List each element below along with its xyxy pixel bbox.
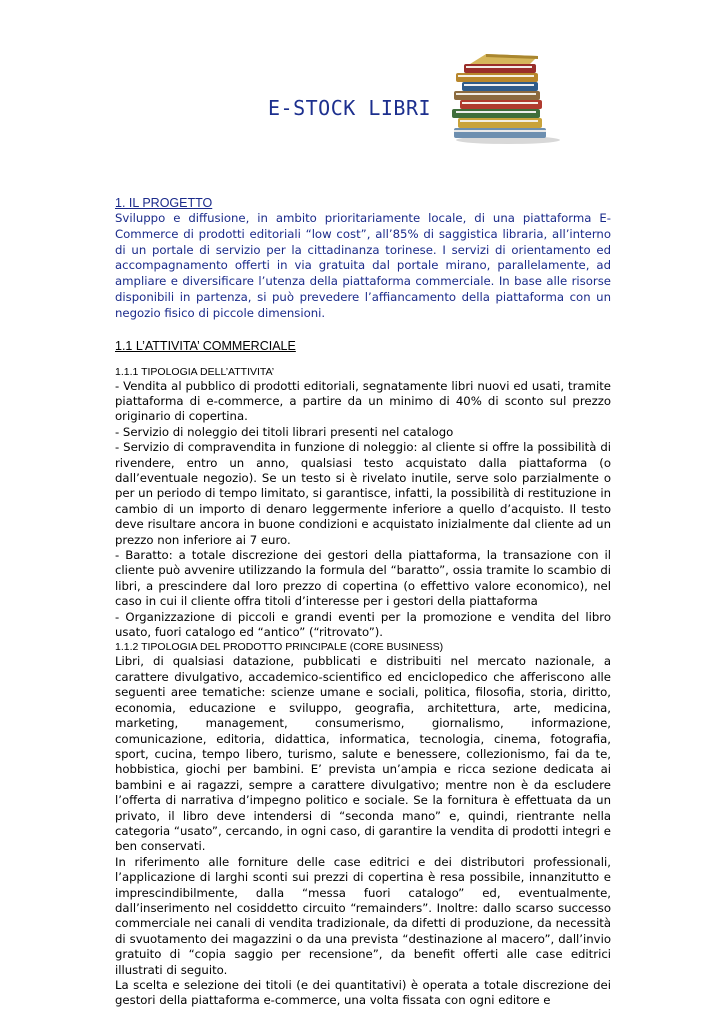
section-heading-progetto: 1. IL PROGETTO bbox=[115, 196, 213, 210]
bullet-baratto: - Baratto: a totale discrezione dei gestori della piattaforma, la transazione con il cliente può avvenire utilizzando la formula del “baratto”, ossia tramite lo scambio di libri, a prescindere dal loro prezzo di copertina (o effettivo valore economico), nel caso in cui il cliente offra titoli d’interesse per i gestori della piattaforma bbox=[115, 548, 611, 609]
bullet-eventi: - Organizzazione di piccoli e grandi eventi per la promozione e vendita del libro usato, fuori catalogo ed “antico” (“ritrovato”). bbox=[115, 609, 611, 640]
logo-title: E-STOCK LIBRI bbox=[268, 96, 432, 120]
paragraph-prodotto-3: La scelta e selezione dei titoli (e dei quantitativi) è operata a totale discrezione dei gestori della piattaforma e-commerce, una volta fissata con ogni editore e bbox=[115, 978, 611, 1008]
subheading-tipologia-attivita: 1.1.1 TIPOLOGIA DELL’ATTIVITA’ bbox=[115, 365, 275, 378]
document-body bbox=[115, 196, 611, 1009]
bullet-compravendita: - Servizio di compravendita in funzione di noleggio: al cliente si offre la possibilità di rivendere, entro un anno, qualsiasi testo acquistato dalla piattaforma (o dall’eventuale negozio). Se un testo si è rivelato inutile, serve solo parzialmente o per un periodo di tempo limitato, si garantisce, infatti, la possibilità di restituzione in cambio di un importo di denaro leggermente inferiore a quello d’acquisto. Il testo deve risultare ancora in buone condizioni e acquistato inizialmente dal cliente ad un prezzo non inferiore ai 7 euro. bbox=[115, 440, 611, 547]
subheading-tipologia-prodotto: 1.1.2 TIPOLOGIA DEL PRODOTTO PRINCIPALE (CORE BUSINESS) bbox=[115, 641, 444, 654]
paragraph-progetto: Sviluppo e diffusione, in ambito prioritariamente locale, di una piattaforma E-Commerce di prodotti editoriali “low cost”, all’85% di saggistica libraria, all’interno di un portale di servizio per la cittadinanza torinese. I servizi di orientamento ed accompagnamento offerti in via gratuita dal portale mirano, parallelamente, ad ampliare e diversificare l’utenza della piattaforma commerciale. In base alle risorse disponibili in partenza, si può prevedere l’affiancamento della piattaforma con un negozio fisico di piccole dimensioni. bbox=[115, 211, 611, 320]
paragraph-prodotto-1: Libri, di qualsiasi datazione, pubblicati e distribuiti nel mercato nazionale, a carattere divulgativo, accademico-scientifico ed enciclopedico che afferiscono alle seguenti aree tematiche: scienze umane e sociali, politica, filosofia, storia, diritto, economia, educazione e sviluppo, geografia, architettura, arte, medicina, marketing, management, consumerismo, giornalismo, informazione, comunicazione, editoria, didattica, informatica, tecnologia, cinema, fotografia, sport, cucina, tempo libero, turismo, salute e benessere, collezionismo, fai da te, hobbistica, giochi per bambini. E’ prevista un’ampia e ricca sezione dedicata ai bambini e ai ragazzi, sempre a carattere divulgativo; mentre non è da escludere l’offerta di narrativa d’impegno politico e sociale. Se la fornitura è effettuata da un privato, il libro deve intendersi di “seconda mano” e, quindi, rientrante nella categoria “usato”, cercando, in ogni caso, di garantire la vendita di prodotti integri e ben conservati. bbox=[115, 654, 611, 854]
header-logo bbox=[260, 52, 600, 152]
paragraph-prodotto-2: In riferimento alle forniture delle case editrici e dei distributori professionali, l’applicazione di larghi sconti sui prezzi di copertina è resa possibile, innanzitutto e imprescindibilmente, dalla “messa fuori catalogo” ed, eventualmente, dall’inserimento nel cosiddetto circuito “remainders”. Inoltre: dallo scarso successo commerciale nei canali di vendita tradizionale, da difetti di produzione, da necessità di svuotamento dei magazzini o da una prevista “destinazione al macero”, dall’invio gratuito di “copia saggio per recensione”, da benefit offerti alle case editrici illustrati di seguito. bbox=[115, 854, 611, 977]
book-stack-icon bbox=[446, 52, 566, 148]
bullet-vendita: - Vendita al pubblico di prodotti editoriali, segnatamente libri nuovi ed usati, tramite piattaforma di e-commerce, a partire da un minimo di 40% di sconto sul prezzo originario di copertina. bbox=[115, 378, 611, 424]
section-heading-attivita: 1.1 L’ATTIVITA’ COMMERCIALE bbox=[115, 338, 296, 353]
bullet-noleggio: - Servizio di noleggio dei titoli librari presenti nel catalogo bbox=[115, 424, 454, 439]
